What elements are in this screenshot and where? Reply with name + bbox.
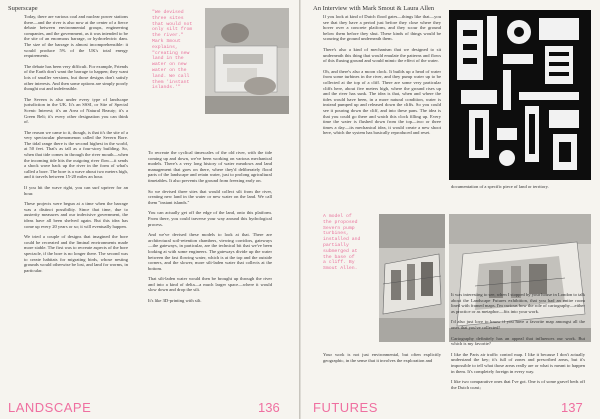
left-column-1 (24, 14, 128, 378)
section-title-right: FUTURES (313, 400, 378, 415)
paragraph: And we've devised these models to look at that. There are architectural soil-retention chambers, viewing corridors, gateways—the gateways, in particular, are the technical bit that we've been looking at with some engineers. The gateways divide up the water between the fast flowing water, which is at the top and the outside corners, and the slower, more silt-laden water that collects at the bottom. (148, 232, 272, 271)
paragraph: Your work is not just environmental, but often explicitly geographic, in the sense that it involves the exploration and (323, 352, 441, 363)
running-head-right: An Interview with Mark Smout & Laura Allen (313, 5, 435, 12)
paragraph: I like the Paris air traffic control map. I like it because I don't actually understand the key; it's full of zones and prescribed areas, but it's impossible to tell what those areas really are or what is meant to happen in them. It's completely foreign in every way. (451, 351, 585, 374)
photo-model-making-image (205, 8, 289, 114)
paragraph: To recreate the cyclical timescales of the old river, with the tide coming up and down, we've been working on various mechanical models. There's a very long history of water meadows and land management that goes on there, where they'd deliberately flood parts of the landscape and retain water, just to prolong agricultural timetables. It also prevents the ground from freezing early on. (148, 150, 272, 183)
paragraph: Today, there are various coal and nuclear power stations there—and the river is also now at the center of a fierce debate between environmental groups, engineering companies, and the government, as it was intended to be the site of an enormous barrage, or hydroelectric dam. The size of the barrage is almost incomprehensible: it would produce 5% of the UK's total energy requirements. (24, 14, 128, 59)
photo-pump-turbines-model (379, 214, 445, 342)
section-title-left: LANDSCAPE (8, 400, 92, 415)
pattern-drawing (449, 10, 591, 180)
paragraph: If you look at kind of Dutch flood gates—things like that—you see that they have a period just before they close where they hover over a concrete platform, and they scour the ground below them before they shut. These kinds of things would be scouring the ground underneath them. (323, 14, 441, 42)
photo-model-making (205, 8, 289, 114)
paragraph: The reason we came to it, though, is that it's the site of a very spectacular phenomenon called the Severn Bore. The tidal range there is the second highest in the world, at 50 feet. That's as tall as a four-story building. So, when that tide comes in through the river mouth—when the incoming tide hits the outgoing river flow—it sends a shock wave back up the river in the form of what's called a bore. The bore is a wave about two meters high, and it travels between 15-20 miles an hour. (24, 129, 128, 180)
paragraph: If you hit the wave right, you can surf upriver for an hour. (24, 185, 128, 196)
paragraph: These projects were begun at a time when the barrage was a distinct possibility. Since that time, due to austerity measures and our indecisive government, the ideas have all been shelved again. But this idea has come up every 20 years or so; it will eventually happen. (24, 201, 128, 229)
left-page (0, 0, 299, 419)
right-column-1 (323, 14, 441, 210)
paragraph: documentation of a specific piece of land or territory. (451, 184, 549, 189)
pull-quote: "We devised three sites that would not only silt from the river." Mark Smout explains, "creating new land in the water on new water on the land. We call them 'instant islands.'" (152, 10, 193, 91)
paragraph: You can actually get off the edge of the land, onto this platform. From there, you could traverse your way around this hydrological process. (148, 210, 272, 227)
image-caption: A model of the proposed Severn pump turbines, installed and partially submerged at the base of a cliff. By Smout Allen. (323, 214, 361, 272)
paragraph: That silt-laden water would then be brought up through the river and into a kind of delta—a much larger space—where it would slow down and drop the silt. (148, 276, 272, 293)
right-column-1-lower (323, 352, 441, 398)
paragraph: I'd also just love to know if you have a favorite map amongst all the ones that you've collected! (451, 319, 585, 330)
paragraph: Cartography definitely has an appeal that influences our work. But which is my favorite? (451, 335, 585, 347)
paragraph: I like two comparative ones that I've got. One is of some gravel beds off the Dutch coast; (451, 379, 585, 390)
page-number-left: 136 (258, 400, 280, 415)
pattern-drawing-image (449, 10, 591, 180)
paragraph: The debate has been very difficult. For example, Friends of the Earth don't want the barrage to happen; they want lots of smaller versions, but those designs don't satisfy other interests. And then some options are simply poorly thought out and indefensible. (24, 63, 128, 92)
right-page (301, 0, 600, 419)
right-column-2-top (451, 184, 583, 212)
paragraph: There's also a kind of mechanism that we designed to sit underneath this thing that would emulate the patterns and flows of this fluxing ground and would mimic the effect of the water. (323, 46, 441, 64)
paragraph: Oh, and there's also a moon clock. It builds up a head of water from some turbines in the river, and they pump water up to be collected at the top of a cliff. There are some very particular cliffs here, about five meters high, where the ground rises up and the river has sunk. The idea is that, when and where the tides would have been, in a more natural condition, water is instead pumped up and released down the cliffs. So you could see it pouring down the cliff, and into these pans. The idea is that you could go there and watch this clock filling up. Every time the water is flushed down from the top—two or three times a day—its mechanical idea, it would create a new shoot here, which the system has basically reproduced and reset. (323, 68, 441, 136)
paragraph: So we devised three sites that would collect silt from the river, creating new land in the water or new water on the land. We call them "instant islands." (148, 188, 272, 205)
right-column-2 (451, 292, 585, 396)
page-number-right: 137 (561, 400, 583, 415)
paragraph: We tried a couple of designs that imagined the bore could be recreated and the liminal environments made more stable. The first was to recreate aspects of the bore spectacle, if the bore is no longer there. The second was to create habitats for migrating birds, whose nesting grounds would otherwise be lost, and land for worms, in particular. (24, 234, 128, 273)
left-column-2 (148, 150, 272, 382)
running-head-left: Superscape (8, 5, 38, 12)
paragraph: It's like 3D-printing with silt. (148, 298, 202, 304)
paragraph: It was interesting to see, when I stopped by your house in London to talk about the Landscape Futures exhibition, that you had an entire room lined with framed maps. I'm curious how the role of cartography—either as practice or as metaphor—fits into your work. (451, 292, 585, 314)
paragraph: The Severn is also under every type of landscape jurisdiction in the UK. It's an SSSI, or Site of Special Scenic Interest; it's an Area of Natural Beauty; it's a Green Belt; it's every other designation you can think of. (24, 96, 128, 125)
photo-pump-turbines-image (379, 214, 445, 342)
